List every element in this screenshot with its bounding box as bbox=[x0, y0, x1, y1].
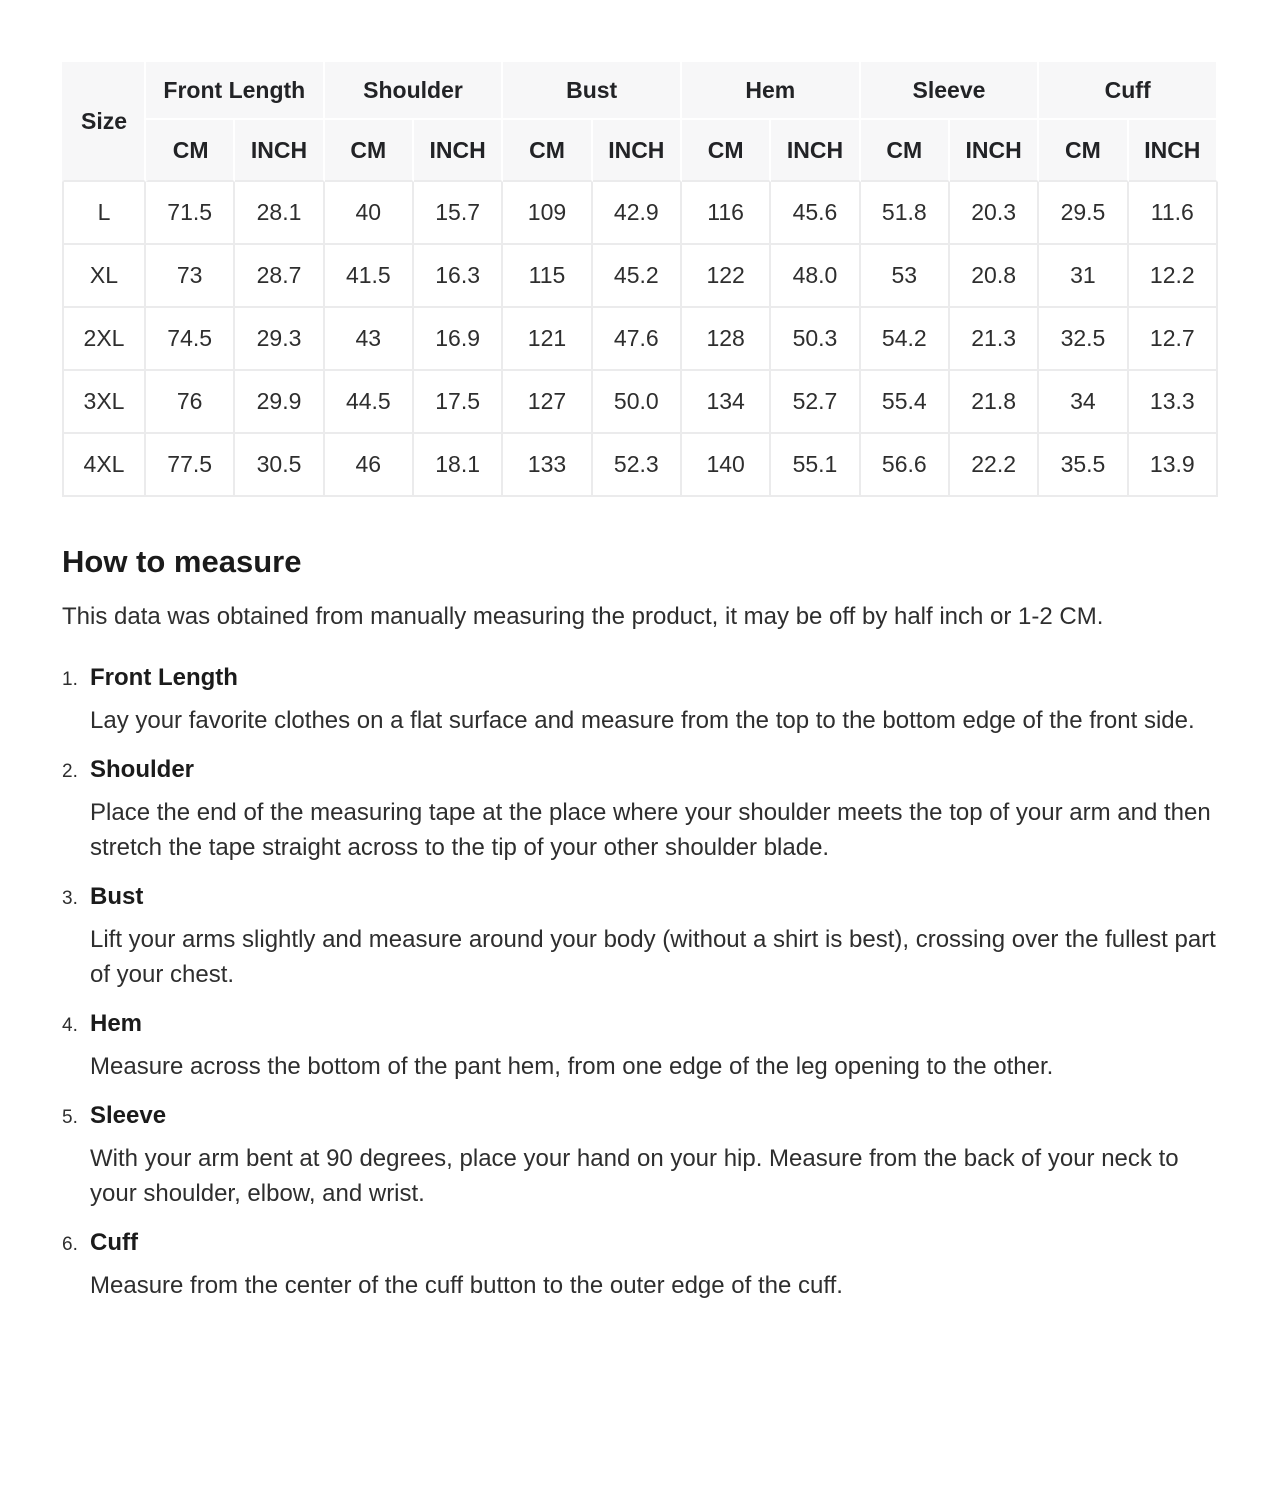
group-header-front-length: Front Length bbox=[146, 62, 325, 120]
measurement-cell: 16.9 bbox=[414, 308, 503, 371]
measurement-cell: 11.6 bbox=[1129, 182, 1218, 245]
measurement-cell: 21.3 bbox=[950, 308, 1039, 371]
step-number: 6. bbox=[62, 1234, 78, 1255]
step-header bbox=[62, 752, 1218, 787]
step-description: Measure across the bottom of the pant hem, from one edge of the leg opening to the other. bbox=[90, 1053, 1054, 1080]
measurement-cell: 40 bbox=[325, 182, 414, 245]
measurement-cell: 44.5 bbox=[325, 371, 414, 434]
measurement-cell: 20.8 bbox=[950, 245, 1039, 308]
step-number: 2. bbox=[62, 761, 78, 782]
unit-header-inch: INCH bbox=[950, 120, 1039, 182]
measurement-cell: 34 bbox=[1039, 371, 1128, 434]
measurement-cell: 116 bbox=[682, 182, 771, 245]
measurement-cell: 42.9 bbox=[593, 182, 682, 245]
measurement-cell: 53 bbox=[861, 245, 950, 308]
measurement-cell: 28.1 bbox=[235, 182, 324, 245]
measure-step bbox=[62, 1006, 1218, 1084]
measurement-cell: 109 bbox=[503, 182, 592, 245]
step-number: 3. bbox=[62, 888, 78, 909]
measurement-cell: 22.2 bbox=[950, 434, 1039, 497]
measurement-cell: 35.5 bbox=[1039, 434, 1128, 497]
measurement-cell: 18.1 bbox=[414, 434, 503, 497]
measurement-cell: 48.0 bbox=[771, 245, 860, 308]
measurement-cell: 71.5 bbox=[146, 182, 235, 245]
step-number: 1. bbox=[62, 669, 78, 690]
unit-header-cm: CM bbox=[861, 120, 950, 182]
measurement-cell: 12.2 bbox=[1129, 245, 1218, 308]
step-title: Cuff bbox=[90, 1229, 138, 1256]
measurement-cell: 29.9 bbox=[235, 371, 324, 434]
size-cell: 2XL bbox=[62, 308, 146, 371]
group-header-bust: Bust bbox=[503, 62, 682, 120]
step-header bbox=[62, 879, 1218, 914]
measure-step bbox=[62, 660, 1218, 738]
unit-header-cm: CM bbox=[682, 120, 771, 182]
table-row bbox=[62, 371, 1218, 434]
step-description: Place the end of the measuring tape at the place where your shoulder meets the top of your arm and then stretch the tape straight across to the tip of your other shoulder blade. bbox=[90, 799, 1211, 861]
measurement-cell: 28.7 bbox=[235, 245, 324, 308]
step-header bbox=[62, 1098, 1218, 1133]
step-title: Shoulder bbox=[90, 756, 195, 783]
measurement-cell: 55.1 bbox=[771, 434, 860, 497]
measurement-cell: 12.7 bbox=[1129, 308, 1218, 371]
unit-header-inch: INCH bbox=[414, 120, 503, 182]
unit-header-cm: CM bbox=[503, 120, 592, 182]
size-chart-header bbox=[62, 62, 1218, 182]
measurement-cell: 54.2 bbox=[861, 308, 950, 371]
measurement-cell: 45.6 bbox=[771, 182, 860, 245]
step-header bbox=[62, 660, 1218, 695]
size-cell: XL bbox=[62, 245, 146, 308]
size-cell: 3XL bbox=[62, 371, 146, 434]
measure-step bbox=[62, 1098, 1218, 1211]
measurement-cell: 56.6 bbox=[861, 434, 950, 497]
step-number: 5. bbox=[62, 1107, 78, 1128]
measurement-cell: 52.3 bbox=[593, 434, 682, 497]
measurement-cell: 13.3 bbox=[1129, 371, 1218, 434]
unit-header-cm: CM bbox=[325, 120, 414, 182]
group-header-hem: Hem bbox=[682, 62, 861, 120]
measurement-cell: 55.4 bbox=[861, 371, 950, 434]
step-number: 4. bbox=[62, 1015, 78, 1036]
table-row bbox=[62, 245, 1218, 308]
unit-header-cm: CM bbox=[1039, 120, 1128, 182]
measurement-cell: 121 bbox=[503, 308, 592, 371]
unit-header-inch: INCH bbox=[593, 120, 682, 182]
step-title: Hem bbox=[90, 1010, 143, 1037]
measurement-cell: 127 bbox=[503, 371, 592, 434]
measurement-cell: 31 bbox=[1039, 245, 1128, 308]
step-description: Lay your favorite clothes on a flat surface and measure from the top to the bottom edge of the front side. bbox=[90, 707, 1195, 734]
measure-step bbox=[62, 752, 1218, 865]
measurement-cell: 21.8 bbox=[950, 371, 1039, 434]
measurement-cell: 43 bbox=[325, 308, 414, 371]
measurement-cell: 32.5 bbox=[1039, 308, 1128, 371]
size-cell: L bbox=[62, 182, 146, 245]
measurement-cell: 47.6 bbox=[593, 308, 682, 371]
measurement-cell: 50.0 bbox=[593, 371, 682, 434]
size-chart-table bbox=[62, 62, 1218, 497]
measurement-cell: 51.8 bbox=[861, 182, 950, 245]
measurement-cell: 29.3 bbox=[235, 308, 324, 371]
size-column-header: Size bbox=[62, 62, 146, 182]
unit-header-inch: INCH bbox=[1129, 120, 1218, 182]
unit-header-row bbox=[62, 120, 1218, 182]
table-row bbox=[62, 182, 1218, 245]
measurement-cell: 41.5 bbox=[325, 245, 414, 308]
measurement-cell: 122 bbox=[682, 245, 771, 308]
measurement-cell: 133 bbox=[503, 434, 592, 497]
size-cell: 4XL bbox=[62, 434, 146, 497]
step-title: Front Length bbox=[90, 664, 238, 691]
measurement-cell: 128 bbox=[682, 308, 771, 371]
group-header-sleeve: Sleeve bbox=[861, 62, 1040, 120]
size-chart-body bbox=[62, 182, 1218, 497]
step-header bbox=[62, 1006, 1218, 1041]
step-title: Bust bbox=[90, 883, 144, 910]
measurement-cell: 13.9 bbox=[1129, 434, 1218, 497]
unit-header-cm: CM bbox=[146, 120, 235, 182]
measurement-group-row bbox=[62, 62, 1218, 120]
measurement-cell: 46 bbox=[325, 434, 414, 497]
measurement-cell: 77.5 bbox=[146, 434, 235, 497]
step-title: Sleeve bbox=[90, 1102, 167, 1129]
measurement-cell: 140 bbox=[682, 434, 771, 497]
table-row bbox=[62, 434, 1218, 497]
measurement-cell: 134 bbox=[682, 371, 771, 434]
measurement-cell: 74.5 bbox=[146, 308, 235, 371]
measure-step bbox=[62, 1225, 1218, 1303]
group-header-shoulder: Shoulder bbox=[325, 62, 504, 120]
measure-step bbox=[62, 879, 1218, 992]
measurement-cell: 76 bbox=[146, 371, 235, 434]
how-to-measure-title: How to measure bbox=[62, 544, 302, 579]
measurement-cell: 52.7 bbox=[771, 371, 860, 434]
table-row bbox=[62, 308, 1218, 371]
measure-steps-list bbox=[62, 660, 1218, 1303]
measurement-cell: 73 bbox=[146, 245, 235, 308]
unit-header-inch: INCH bbox=[235, 120, 324, 182]
step-header bbox=[62, 1225, 1218, 1260]
measurement-cell: 16.3 bbox=[414, 245, 503, 308]
step-description: With your arm bent at 90 degrees, place your hand on your hip. Measure from the back of your neck to your shoulder, elbow, and wrist. bbox=[90, 1145, 1179, 1207]
unit-header-inch: INCH bbox=[771, 120, 860, 182]
measurement-cell: 50.3 bbox=[771, 308, 860, 371]
measurement-cell: 17.5 bbox=[414, 371, 503, 434]
group-header-cuff: Cuff bbox=[1039, 62, 1218, 120]
measurement-cell: 29.5 bbox=[1039, 182, 1128, 245]
step-description: Measure from the center of the cuff button to the outer edge of the cuff. bbox=[90, 1272, 843, 1299]
measurement-cell: 30.5 bbox=[235, 434, 324, 497]
measurement-cell: 45.2 bbox=[593, 245, 682, 308]
measurement-cell: 15.7 bbox=[414, 182, 503, 245]
measurement-cell: 115 bbox=[503, 245, 592, 308]
how-to-measure-intro: This data was obtained from manually measuring the product, it may be off by half inch or 1-2 CM. bbox=[62, 603, 1104, 630]
measurement-cell: 20.3 bbox=[950, 182, 1039, 245]
step-description: Lift your arms slightly and measure around your body (without a shirt is best), crossing over the fullest part of your chest. bbox=[90, 926, 1216, 988]
